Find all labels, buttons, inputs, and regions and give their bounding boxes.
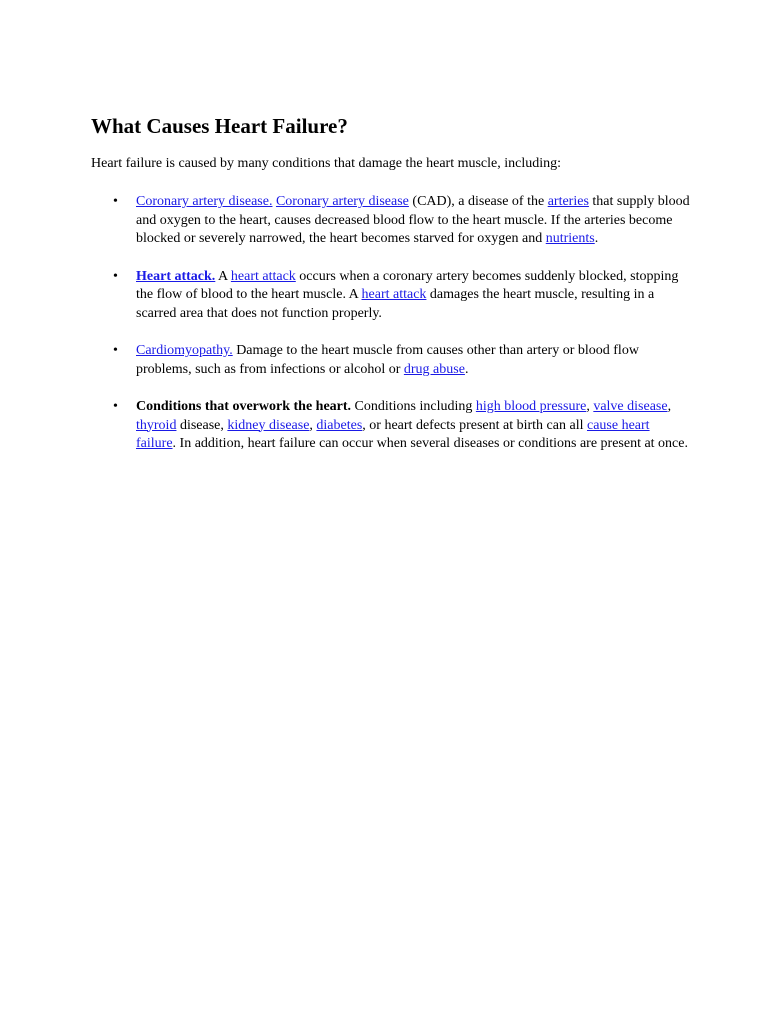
body-text: . bbox=[464, 361, 469, 377]
bullet-icon: • bbox=[113, 194, 118, 209]
arteries-link[interactable]: arteries bbox=[547, 194, 589, 209]
heart-attack-second-link[interactable]: heart attack bbox=[361, 287, 427, 302]
overwork-heading: Conditions that overwork the heart. bbox=[136, 399, 352, 414]
list-item-coronary-artery-disease bbox=[91, 193, 691, 249]
body-text: damages the heart muscle, resulting in a scarred area that does not function properly. bbox=[136, 287, 655, 321]
list-item-overwork-conditions bbox=[91, 398, 691, 454]
bullet-icon: • bbox=[113, 268, 118, 284]
body-text: . In addition, heart failure can occur when several diseases or conditions are present at once. bbox=[172, 436, 688, 451]
high-blood-pressure-link[interactable]: high blood pressure bbox=[475, 399, 587, 414]
intro-paragraph: Heart failure is caused by many conditions that damage the heart muscle, including: bbox=[91, 156, 562, 171]
list-item-text bbox=[136, 268, 691, 324]
coronary-artery-disease-link[interactable]: Coronary artery disease. bbox=[136, 194, 273, 209]
body-text: , bbox=[309, 417, 317, 433]
body-text: occurs when a coronary artery becomes suddenly blocked, stopping the flow of blood to the heart muscle. A bbox=[136, 268, 679, 302]
causes-list bbox=[91, 193, 691, 473]
body-text: Damage to the heart muscle from causes other than artery or blood flow problems, such as from infections or alcohol or bbox=[136, 343, 639, 377]
body-text: , or heart defects present at birth can all bbox=[362, 417, 587, 433]
bullet-icon: • bbox=[113, 343, 118, 358]
kidney-disease-link[interactable]: kidney disease bbox=[227, 417, 310, 433]
nutrients-link[interactable]: nutrients bbox=[545, 231, 595, 246]
body-text: , bbox=[667, 399, 672, 414]
list-item-text bbox=[136, 398, 691, 454]
page-title: What Causes Heart Failure? bbox=[91, 114, 348, 138]
body-text: that supply blood and oxygen to the heart, causes decreased blood flow to the heart muscle. If the arteries become blocked or severely narrowed, the heart becomes starved for oxygen and bbox=[136, 194, 690, 246]
list-item-heart-attack bbox=[91, 268, 691, 324]
bullet-icon: • bbox=[113, 399, 118, 414]
heart-attack-heading-link[interactable]: Heart attack. bbox=[136, 268, 216, 284]
body-text: A bbox=[215, 268, 231, 284]
body-text: (CAD), a disease of the bbox=[408, 194, 548, 209]
cause-heart-failure-link[interactable]: cause heart failure bbox=[136, 417, 650, 451]
list-item-text bbox=[136, 342, 691, 379]
coronary-artery-disease-inline-link[interactable]: Coronary artery disease bbox=[275, 194, 409, 209]
list-item-cardiomyopathy bbox=[91, 342, 691, 379]
body-text: . bbox=[594, 231, 599, 246]
diabetes-link[interactable]: diabetes bbox=[316, 417, 363, 433]
body-text: Conditions including bbox=[351, 399, 476, 414]
thyroid-link[interactable]: thyroid bbox=[136, 417, 177, 433]
body-text: disease, bbox=[176, 417, 228, 433]
valve-disease-link[interactable]: valve disease bbox=[593, 399, 668, 414]
drug-abuse-link[interactable]: drug abuse bbox=[403, 361, 465, 377]
heart-attack-link[interactable]: heart attack bbox=[230, 268, 296, 284]
list-item-text bbox=[136, 193, 691, 249]
body-text: , bbox=[586, 399, 594, 414]
cardiomyopathy-link[interactable]: Cardiomyopathy. bbox=[136, 343, 233, 358]
